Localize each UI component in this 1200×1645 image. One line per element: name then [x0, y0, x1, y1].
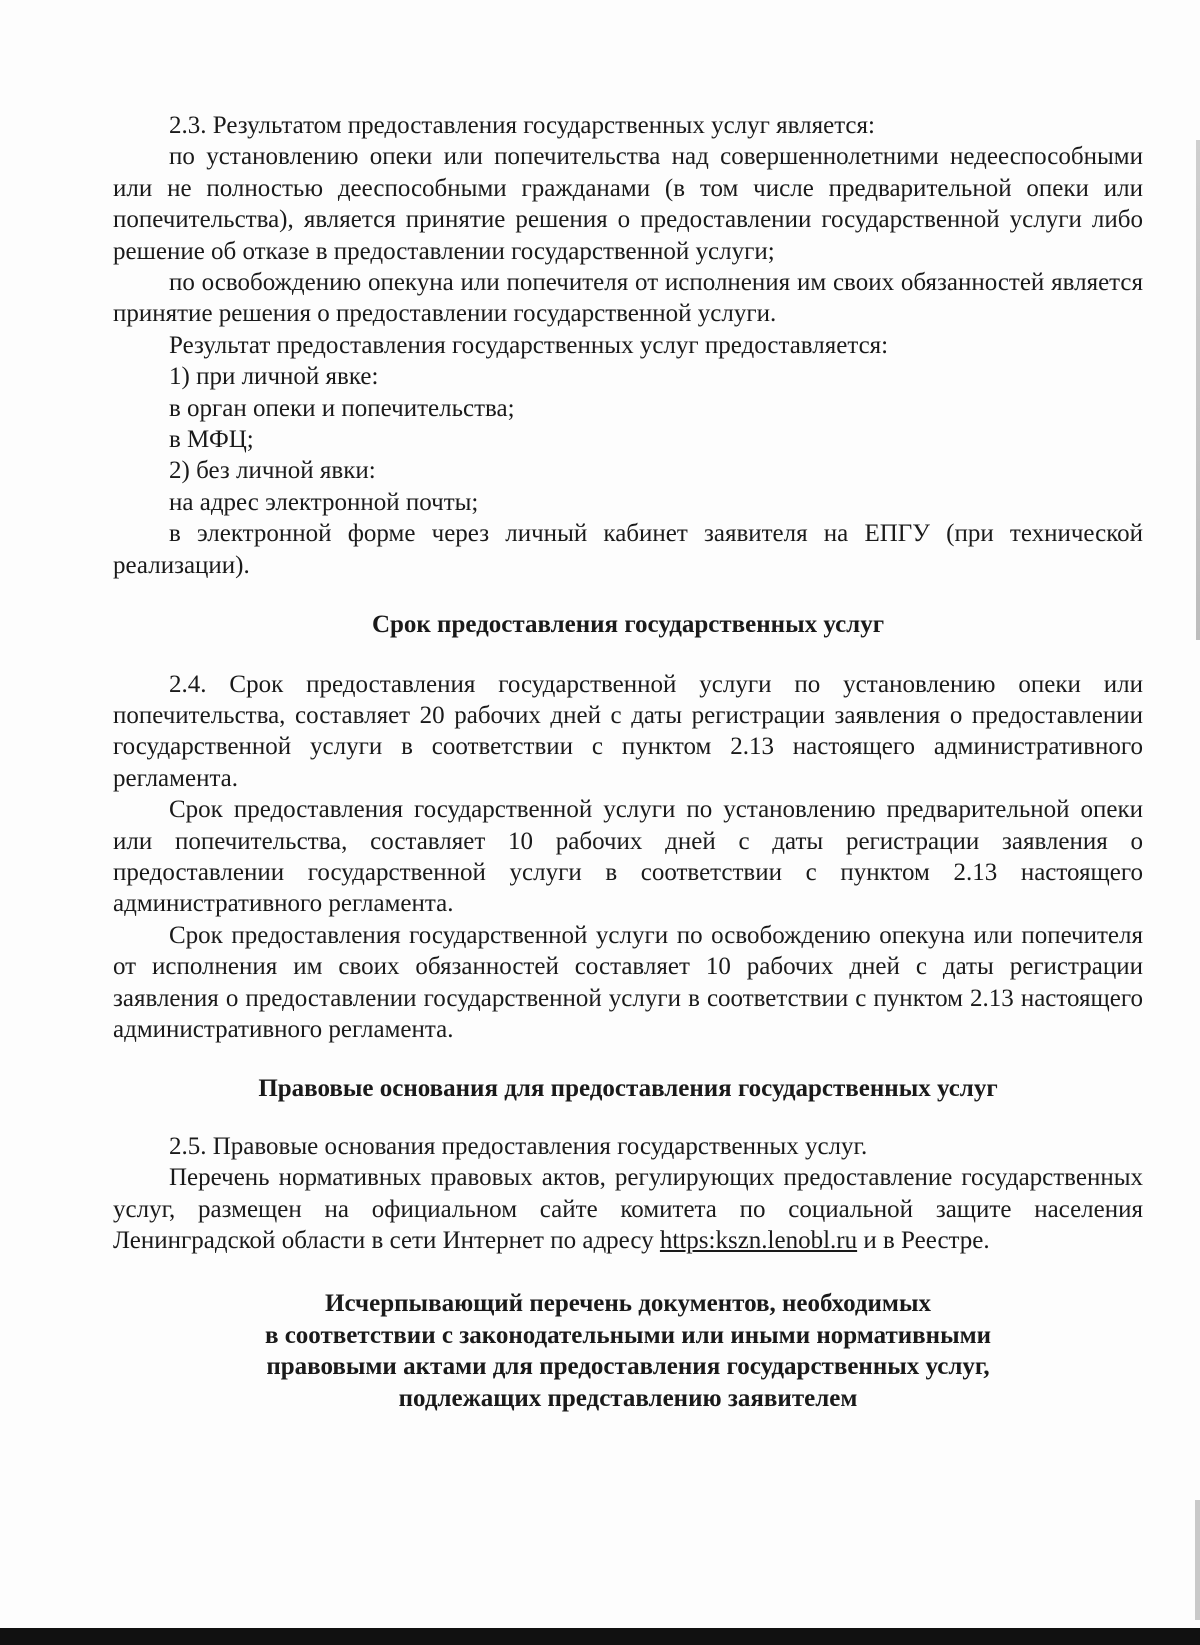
list-item-no-personal-visit: 2) без личной явки: [169, 457, 376, 485]
paragraph-2-4-release-term: Срок предоставления государственной услуги по освобождению опекуна или попечителя от исполнения им своих обязанностей составляет 10 рабочих дней с даты регистрации заявления о предоставлении государственной услуги в соответствии с пунктом 2.13 настоящего административного регламента. [113, 921, 1143, 1043]
heading-legal-grounds: Правовые основания для предоставления государственных услуг [258, 1075, 998, 1103]
paragraph-2-4-preliminary-term: Срок предоставления государственной услуги по установлению предварительной опеки или попечительства, составляет 10 рабочих дней с даты регистрации заявления о предоставлении государственной услуги в соответствии с пунктом 2.13 настоящего административного регламента. [113, 796, 1143, 918]
heading-term: Срок предоставления государственных услуг [371, 611, 885, 639]
paragraph-2-3-release-result: по освобождению опекуна или попечителя от исполнения им своих обязанностей является принятие решения о предоставлении государственной услуги. [113, 269, 1143, 328]
heading-documents-line-4: подлежащих представлению заявителем [398, 1384, 858, 1412]
paragraph-2-3-intro: 2.3. Результатом предоставления государственных услуг является: [169, 112, 875, 139]
list-item-epgu: в электронной форме через личный кабинет заявителя на ЕПГУ (при технической реализации). [113, 520, 1143, 579]
kszn-website-link[interactable]: https:kszn.lenobl.ru [659, 1227, 858, 1254]
scan-edge-artifact [1196, 140, 1200, 640]
heading-documents-line-3: правовыми актами для предоставления государственных услуг, [266, 1353, 990, 1381]
list-item-personal-visit: 1) при личной явке: [169, 363, 379, 391]
paragraph-2-5-intro: 2.5. Правовые основания предоставления государственных услуг. [169, 1132, 868, 1160]
paragraph-2-4-guardianship-term: 2.4. Срок предоставления государственной услуги по установлению опеки или попечительства, составляет 20 рабочих дней с даты регистрации заявления о предоставлении государственной услуги в соответствии с пунктом 2.13 настоящего административного регламента. [113, 670, 1143, 792]
document-body [113, 110, 1143, 1414]
scan-bottom-border [0, 1628, 1200, 1645]
list-item-guardianship-authority: в орган опеки и попечительства; [169, 394, 515, 422]
scan-edge-artifact-lower [1195, 1500, 1200, 1620]
legal-acts-text: Перечень нормативных правовых актов, регулирующих предоставление государственных услуг, размещен на официальном сайте комитета по социальной защите населения Ленинградской области в сети Интернет по адресу [113, 1164, 1143, 1254]
paragraph-2-3-guardianship-result: по установлению опеки или попечительства над совершеннолетними недееспособными или не полностью дееспособными гражданами (в том числе предварительной опеки или попечительства), является принятие решения о предоставлении государственной услуги либо решение об отказе в предоставлении государственной услуги; [113, 143, 1143, 265]
legal-acts-text-end: и в Реестре. [857, 1227, 990, 1254]
list-item-mfc: в МФЦ; [169, 426, 254, 454]
paragraph-2-5-legal-acts [113, 1162, 1143, 1256]
list-item-email: на адрес электронной почты; [169, 488, 479, 516]
heading-documents-line-1: Исчерпывающий перечень документов, необходимых [325, 1290, 931, 1318]
paragraph-2-3-result-delivery: Результат предоставления государственных услуг предоставляется: [169, 331, 889, 359]
heading-documents-line-2: в соответствии с законодательными или иными нормативными [264, 1321, 992, 1349]
